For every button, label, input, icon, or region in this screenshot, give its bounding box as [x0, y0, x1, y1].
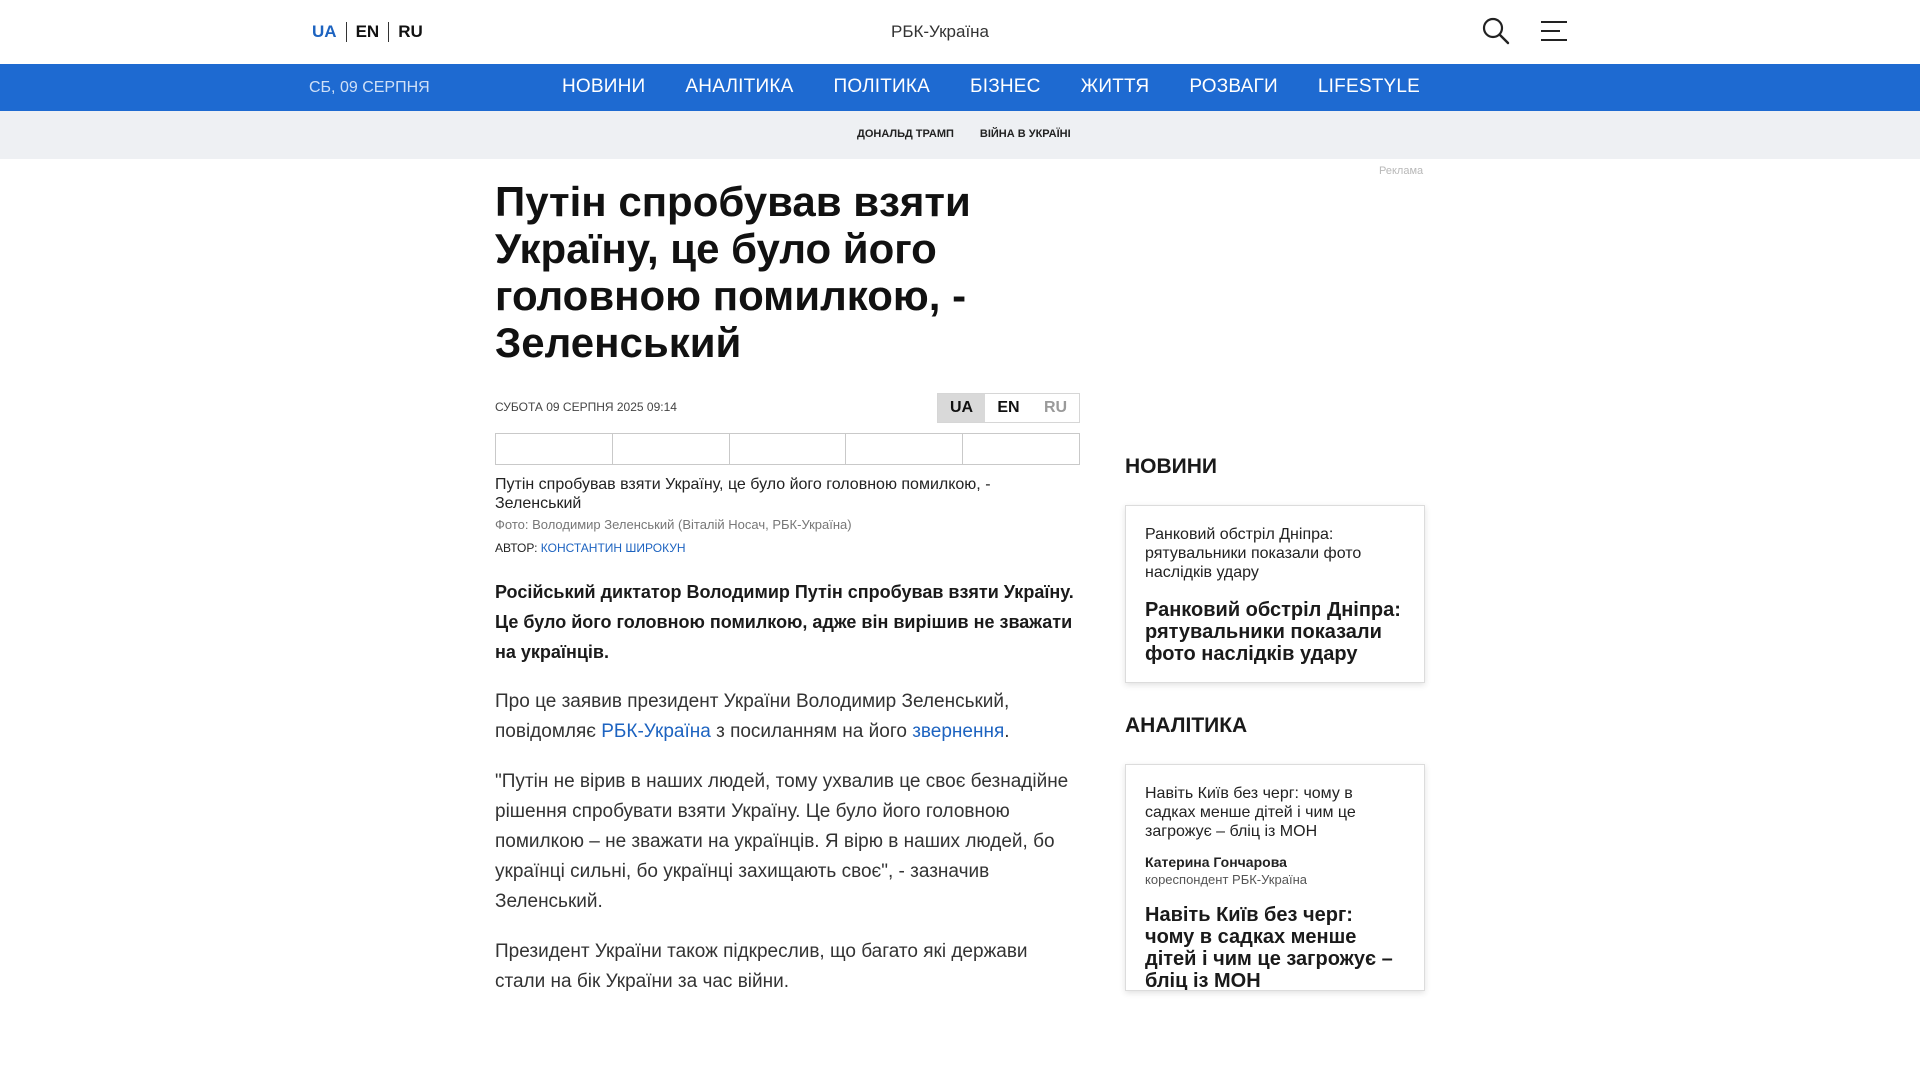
top-header: [0, 0, 1920, 64]
nav-item-business[interactable]: БІЗНЕС: [970, 76, 1041, 97]
sidebar-news-heading[interactable]: НОВИНИ: [1125, 455, 1218, 478]
analytics-card[interactable]: [1125, 764, 1425, 991]
article-paragraph: [495, 687, 1080, 747]
article-paragraph: Президент України також підкреслив, що багато які держави стали на бік України за час війни.: [495, 941, 1028, 992]
nav-item-lifestyle[interactable]: LIFESTYLE: [1317, 76, 1421, 97]
share-button[interactable]: [730, 434, 847, 464]
article-language-tabs: [937, 393, 1080, 423]
nav-item-news[interactable]: НОВИНИ: [562, 76, 646, 97]
article-lang-ua[interactable]: UA: [938, 394, 985, 422]
article: [495, 178, 1080, 997]
sidebar: [1125, 455, 1425, 991]
image-caption: Фото: Володимир Зеленський (Віталій Носач, РБК-Україна): [495, 517, 852, 532]
share-button[interactable]: [496, 434, 613, 464]
share-button[interactable]: [613, 434, 730, 464]
nav-item-analytics[interactable]: АНАЛІТИКА: [685, 76, 794, 97]
analytics-card-author: Катерина Гончарова: [1145, 854, 1287, 870]
language-switcher: [312, 22, 432, 42]
nav-item-entertainment[interactable]: РОЗВАГИ: [1189, 76, 1278, 97]
sidebar-analytics-heading[interactable]: АНАЛІТИКА: [1125, 714, 1248, 737]
share-button[interactable]: [846, 434, 963, 464]
article-lead: Російський диктатор Володимир Путін спробував взяти Україну. Це було його головною помилкою, адже він вирішив не зважати на українців.: [495, 582, 1074, 662]
tag-war[interactable]: ВІЙНА В УКРАЇНІ: [979, 128, 1071, 140]
news-card-image: Ранковий обстріл Дніпра: рятувальники показали фото наслідків удару: [1145, 526, 1362, 581]
nav-item-life[interactable]: ЖИТТЯ: [1080, 76, 1150, 97]
news-card-title[interactable]: Ранковий обстріл Дніпра: рятувальники показали фото наслідків удару: [1145, 599, 1401, 665]
current-date: СБ, 09 СЕРПНЯ: [309, 79, 430, 96]
site-logo[interactable]: РБК-Україна: [891, 22, 990, 41]
paragraph-text: Про це заявив президент України Володимир Зеленський, повідомляє: [495, 691, 1010, 742]
article-lang-en[interactable]: EN: [997, 399, 1020, 416]
analytics-card-role: кореспондент РБК-Україна: [1145, 872, 1307, 887]
address-link[interactable]: звернення: [912, 721, 1005, 742]
news-card[interactable]: [1125, 505, 1425, 683]
menu-icon[interactable]: [1540, 19, 1568, 43]
author-label: АВТОР:: [495, 541, 538, 555]
article-title: Путін спробував взяти Україну, це було його головною помилкою, - Зеленський: [495, 178, 971, 366]
article-author: [495, 541, 1080, 555]
article-paragraph: "Путін не вірив в наших людей, тому ухвалив це своє безнадійне рішення спробувати взяти Україну. Це було його головною помилкою – не зважати на українців. Я вірю в наших людей, бо українці сильні, бо українці захищають своє", - зазначив Зеленський.: [495, 771, 1069, 912]
paragraph-text: .: [1004, 721, 1010, 742]
lang-ru-link[interactable]: RU: [388, 22, 432, 42]
search-icon[interactable]: [1481, 16, 1511, 46]
article-meta: [495, 393, 1080, 423]
nav-item-politics[interactable]: ПОЛІТИКА: [833, 76, 931, 97]
nav-menu: [562, 76, 1460, 98]
author-link[interactable]: КОНСТАНТИН ШИРОКУН: [540, 541, 686, 555]
share-button[interactable]: [963, 434, 1079, 464]
lang-ua-link[interactable]: UA: [312, 22, 337, 41]
tag-trump[interactable]: ДОНАЛЬД ТРАМП: [857, 128, 954, 140]
ad-label: Реклама: [1379, 165, 1424, 177]
publish-date: СУБОТА 09 СЕРПНЯ 2025 09:14: [495, 400, 677, 414]
main-nav: [0, 64, 1920, 111]
article-lang-ru[interactable]: RU: [1043, 399, 1068, 416]
tag-bar: [0, 111, 1920, 159]
source-link[interactable]: РБК-Україна: [601, 721, 711, 742]
article-image: Путін спробував взяти Україну, це було його головною помилкою, - Зеленський: [495, 476, 991, 512]
share-buttons: [495, 433, 1080, 465]
lang-en-link[interactable]: EN: [346, 22, 389, 42]
paragraph-text: з посиланням на його: [710, 721, 913, 742]
analytics-card-title[interactable]: Навіть Київ без черг: чому в садках менше дітей і чим це загрожує – бліц із МОН: [1145, 904, 1393, 991]
analytics-card-image: Навіть Київ без черг: чому в садках менше дітей і чим це загрожує – бліц із МОН: [1145, 785, 1356, 840]
